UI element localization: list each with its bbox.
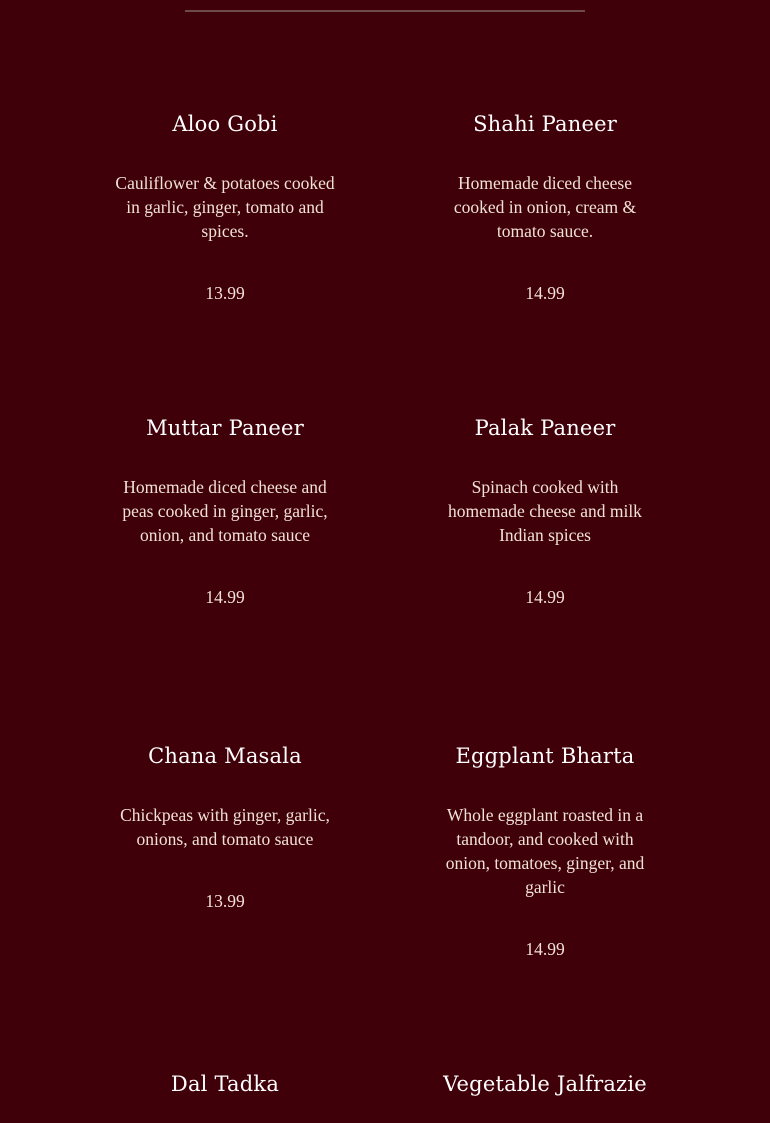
menu-item-name: Muttar Paneer	[146, 416, 304, 440]
menu-item-price: 14.99	[525, 939, 565, 959]
menu-item-description: Homemade diced cheese cooked in onion, cream & tomato sauce.	[453, 173, 637, 241]
section-divider	[185, 10, 585, 12]
menu-item	[425, 415, 665, 609]
menu-item-description: Spinach cooked with homemade cheese and milk Indian spices	[448, 477, 642, 545]
menu-item	[105, 415, 345, 609]
menu-item-name: Dal Tadka	[170, 1072, 280, 1096]
menu-item-price: 14.99	[525, 587, 565, 607]
menu-item-description: Cauliflower & potatoes cooked in garlic, ginger, tomato and spices.	[115, 173, 335, 241]
menu-item	[105, 111, 345, 305]
menu-item-price: 14.99	[525, 283, 565, 303]
menu-item	[425, 111, 665, 305]
menu-item-name: Palak Paneer	[474, 416, 616, 440]
menu-item-price: 14.99	[205, 587, 245, 607]
menu-item-price: 13.99	[205, 891, 245, 911]
menu-item-name: Vegetable Jalfrazie	[443, 1072, 647, 1096]
menu-item	[105, 1071, 345, 1097]
menu-item-name: Shahi Paneer	[473, 112, 617, 136]
menu-item-price: 13.99	[205, 283, 245, 303]
menu-item-name: Aloo Gobi	[172, 112, 278, 136]
menu-item-name: Eggplant Bharta	[455, 744, 635, 768]
menu-item	[425, 743, 665, 961]
menu-item	[105, 743, 345, 913]
menu-item-description: Chickpeas with ginger, garlic, onions, and tomato sauce	[120, 805, 330, 849]
menu-item	[425, 1071, 665, 1097]
menu-item-name: Chana Masala	[148, 744, 302, 768]
menu-item-description: Homemade diced cheese and peas cooked in ginger, garlic, onion, and tomato sauce	[122, 477, 328, 545]
menu-item-description: Whole eggplant roasted in a tandoor, and cooked with onion, tomatoes, ginger, and garlic	[445, 805, 645, 897]
